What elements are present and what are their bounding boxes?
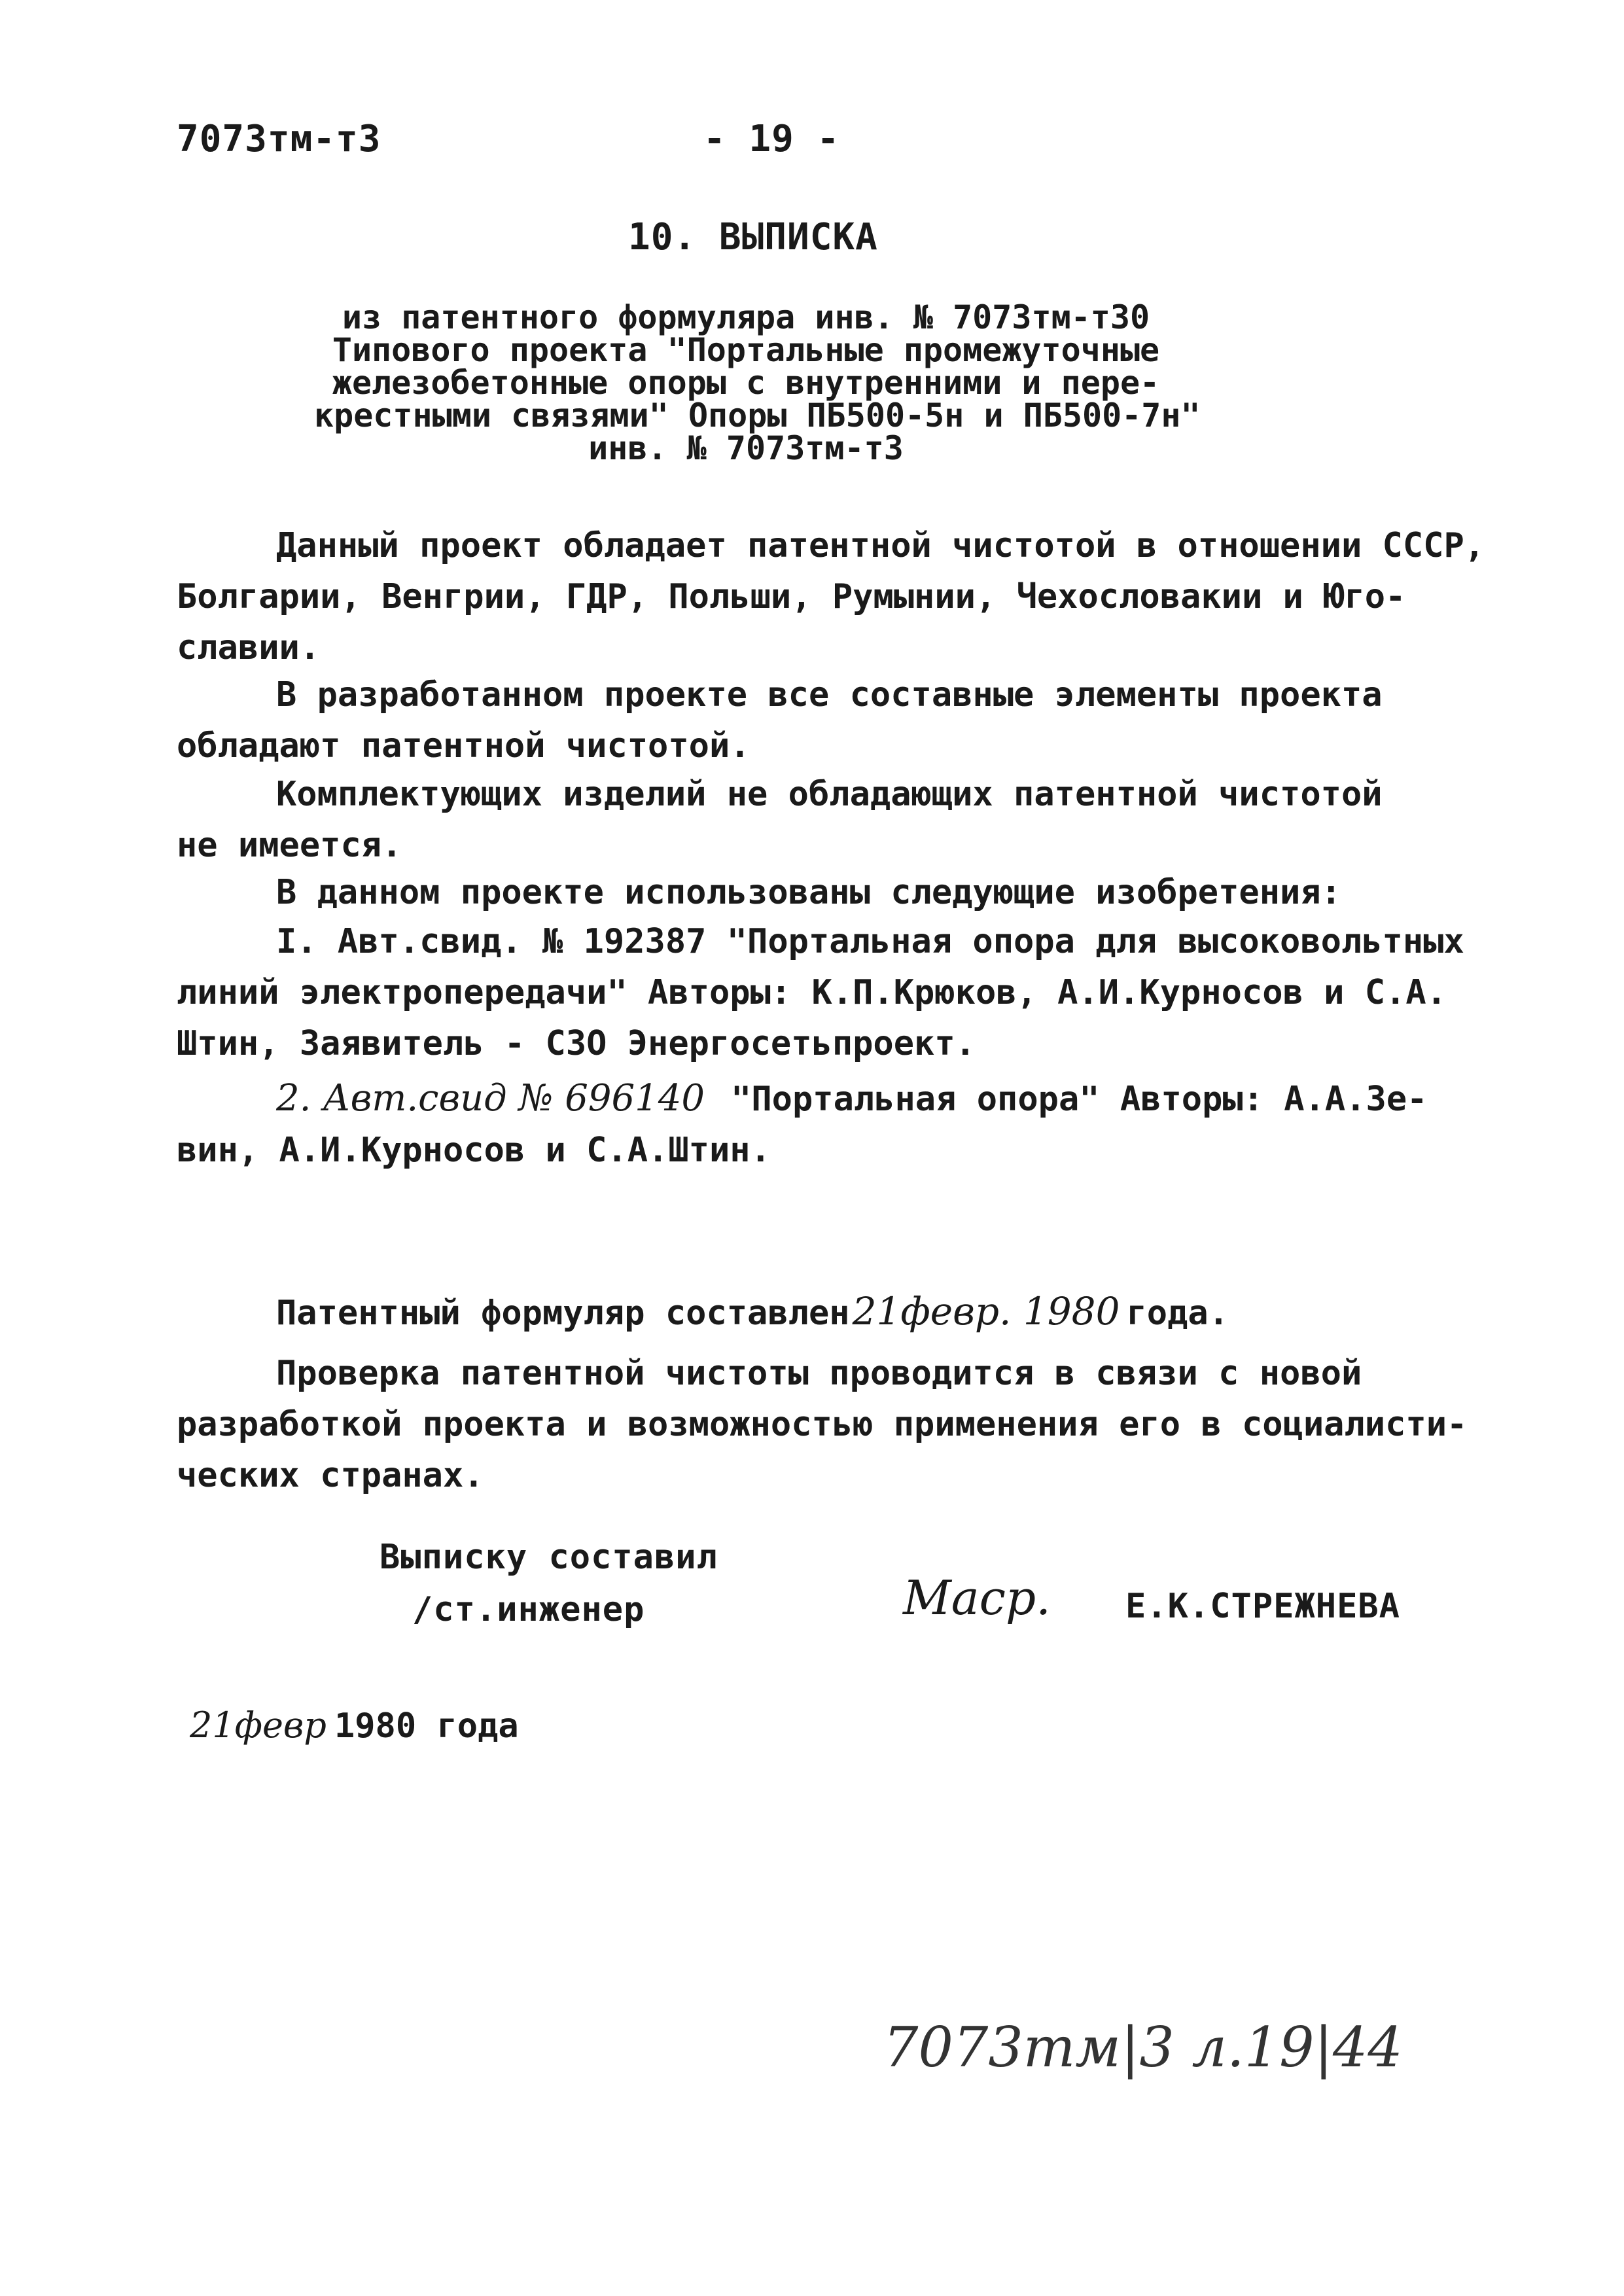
subtitle-line: крестными связями" Опоры ПБ500-5н и ПБ500-7н" [314,397,1201,434]
subtitle-line: из патентного формуляра инв. № 7073тм-т30 [342,298,1150,336]
text-line: Комплектующих изделий не обладающих патентной чистотой [276,775,1383,814]
text-line: Штин, Заявитель - СЗО Энергосетьпроект. [177,1024,976,1063]
text-line: славии. [177,628,321,667]
text-line: Данный проект обладает патентной чистотой в отношении СССР, [276,526,1485,565]
text-fragment: года. [1126,1294,1229,1333]
handwritten-date: 21февр. 1980 [852,1289,1120,1333]
paragraph-inventions-intro [177,867,1472,918]
text-fragment: "Портальная опора" Авторы: А.А.Зе- [731,1080,1428,1119]
compiled-statement [177,1286,1472,1339]
handwritten-footer-day: 21февр [190,1704,327,1746]
paragraph-verification [177,1348,1472,1501]
text-line: обладают патентной чистотой. [177,726,750,766]
text-line: Проверка патентной чистоты проводится в связи с новой [276,1354,1362,1393]
text-line: линий электропередачи" Авторы: К.П.Крюков, А.И.Курносов и С.А. [177,973,1447,1012]
signature-position: /ст.инженер [412,1590,645,1629]
archive-mark: 7073тм|3 л.19|44 [883,2015,1403,2079]
text-line: В разработанном проекте все составные элементы проекта [276,675,1383,715]
paragraph-accessories [177,769,1472,871]
paragraph-components [177,669,1472,771]
document-code: 7073тм-т3 [177,118,381,160]
text-line: не имеется. [177,826,402,865]
signatory-name: Е.К.СТРЕЖНЕВА [1125,1587,1400,1626]
text-line: В данном проекте использованы следующие изобретения: [276,873,1341,912]
text-fragment: Патентный формуляр составлен [276,1294,850,1333]
text-line: Болгарии, Венгрии, ГДР, Польши, Румынии, Чехословакии и Юго- [177,577,1406,616]
subtitle-line: инв. № 7073тм-т3 [588,429,904,467]
subtitle-block [314,298,1201,467]
text-line [177,1073,1472,1125]
text-line [177,1286,1472,1339]
subtitle-line: железобетонные опоры с внутренними и пере- [332,364,1160,402]
section-title: 10. ВЫПИСКА [628,216,878,258]
footer-date [190,1704,519,1746]
text-fragment: 1980 года [334,1706,519,1746]
handwritten-signature: Маср. [903,1570,1051,1625]
text-line: I. Авт.свид. № 192387 "Портальная опора для высоковольтных [276,922,1464,961]
text-line: разработкой проекта и возможностью применения его в социалисти- [177,1405,1468,1444]
paragraph-patent-purity [177,520,1485,673]
invention-item-1 [177,916,1472,1069]
invention-item-2 [177,1073,1472,1176]
page-number: - 19 - [703,118,840,160]
handwritten-certificate: 2. Авт.свид № 696140 [276,1077,705,1120]
subtitle-line: Типового проекта "Портальные промежуточные [332,331,1160,369]
text-line: вин, А.И.Курносов и С.А.Штин. [177,1131,771,1170]
signature-label: Выписку составил [380,1538,718,1577]
text-line: ческих странах. [177,1456,484,1495]
